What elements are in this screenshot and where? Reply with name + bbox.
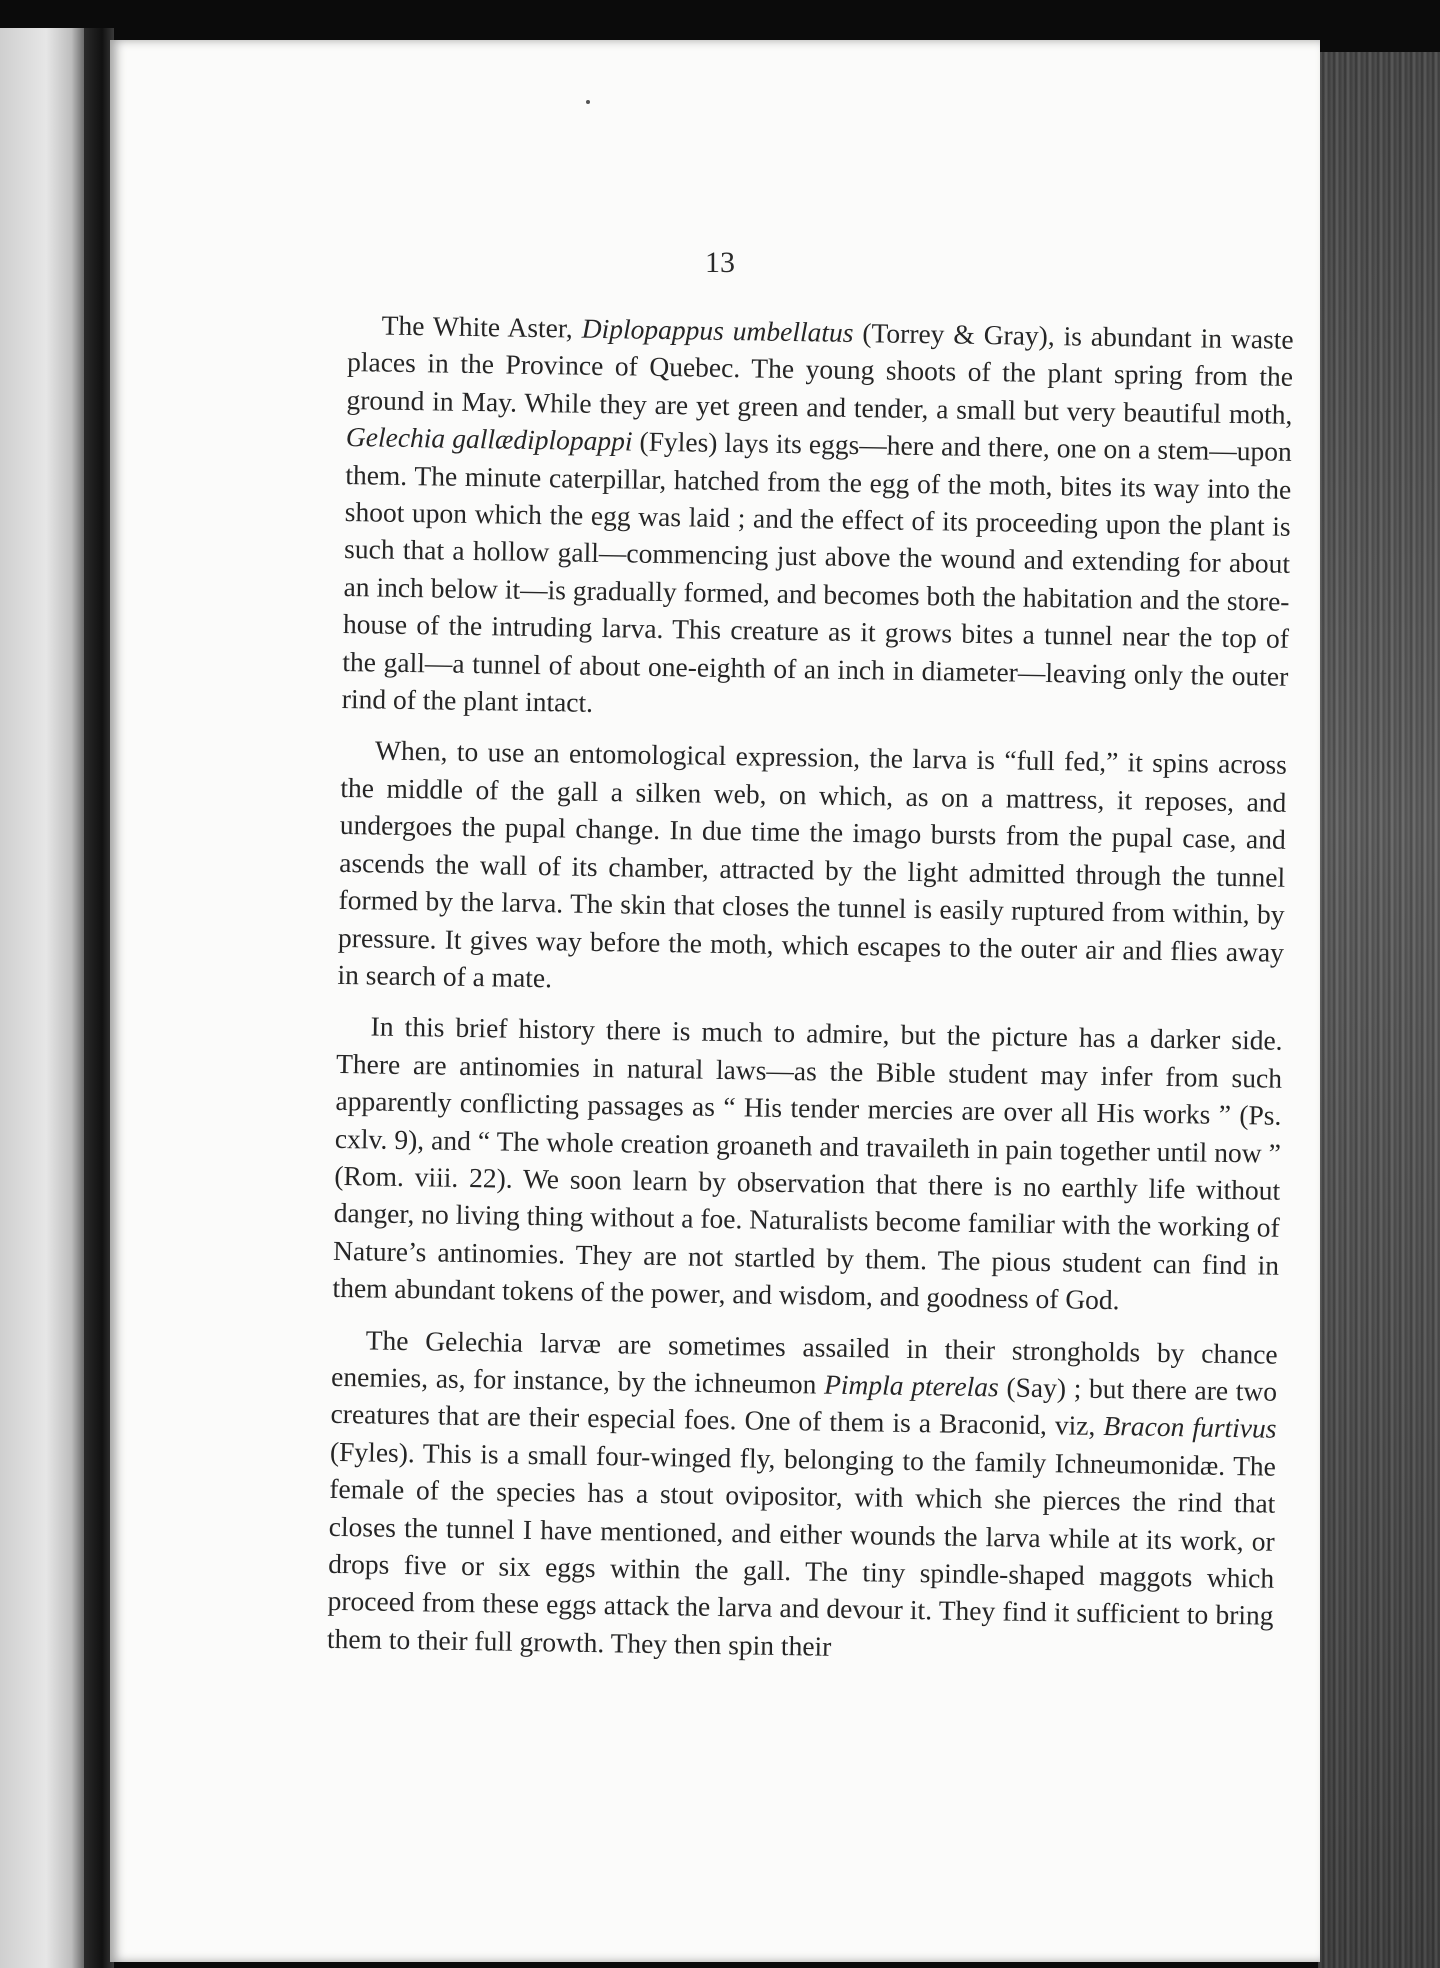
- paragraph: [337, 731, 1287, 1008]
- facing-page-edge: [0, 28, 84, 1968]
- paragraph: [327, 1320, 1278, 1671]
- italic-text: Diplopappus umbellatus: [581, 312, 854, 348]
- dust-speck: [586, 100, 590, 104]
- paragraph: [342, 306, 1294, 732]
- italic-text: Bracon furtivus: [1103, 1410, 1277, 1445]
- text-run: When, to use an entomological expression, the larva is “full fed,” it spins across the middle of the gall a silken web, on which, as on a mattress, it reposes, and undergoes the pupal change. In due time the imago bursts from the pupal case, and ascends the wall of its chamber, attracted by the light admitted through the tunnel formed by the larva. The skin that closes the tunnel is easily ruptured from within, by pressure. It gives way before the moth, which escapes to the outer air and flies away in search of a mate.: [337, 734, 1288, 994]
- text-run: (Fyles). This is a small four-winged fly, belonging to the family Ichneumonidæ. The female of the species has a stout ovipositor, with which she pierces the rind that closes the tunnel I have mentioned, and either wounds the larva while at its work, or drops five or six eggs within the gall. The tiny spindle-shaped maggots which proceed from these eggs attack the larva and devour it. They find it sufficient to bring them to their full growth. They then spin their: [326, 1435, 1277, 1662]
- paragraph: [332, 1007, 1283, 1321]
- italic-text: Gelechia gallædiplopappi: [345, 421, 633, 457]
- text-run: (Torrey & Gray), is abundant in waste places in the Province of Quebec. The young shoots of the plant spring from the ground in May. While they are yet green and tender, a small but very beautiful moth,: [346, 316, 1294, 430]
- text-run: (Say) ; but there are two creatures that are their especial foes. One of them is a Braconid, viz,: [330, 1371, 1278, 1442]
- text-run: (Fyles) lays its eggs—here and there, one on a stem—upon them. The minute caterpillar, hatched from the egg of the moth, bites its way into the shoot upon which the egg was laid ; and the effect of its proceeding upon the plant is such that a hollow gall—commencing just above the wound and extending for about an inch below it—is gradually formed, and becomes both the habitation and the store-house of the intruding larva. This creature as it grows bites a tunnel near the top of the gall—a tunnel of about one-eighth of an inch in diameter—leaving only the outer rind of the plant intact.: [341, 425, 1293, 718]
- page-number: 13: [705, 246, 735, 279]
- body-text: [327, 306, 1294, 1686]
- text-run: In this brief history there is much to admire, but the picture has a darker side. There are antinomies in natural laws—as the Bible student may infer from such apparently conflicting passages as “ His tender mercies are over all His works ” (Ps. cxlv. 9), and “ The whole creation groaneth and travaileth in pain together until now ” (Rom. viii. 22). We soon learn by observation that there is no earthly life without danger, no living thing without a foe. Naturalists become familiar with the working of Nature’s antinomies. They are not startled by them. The pious student can find in them abundant tokens of the power, and wisdom, and goodness of God.: [332, 1010, 1283, 1316]
- book-page: [110, 40, 1320, 1962]
- italic-text: Pimpla pterelas: [823, 1368, 1000, 1403]
- page-block-edges: [1318, 52, 1440, 1968]
- text-run: The Gelechia larvæ are sometimes assailed in their strongholds by chance enemies, as, for instance, by the ichneumon: [330, 1323, 1278, 1400]
- text-run: The White Aster,: [381, 309, 583, 344]
